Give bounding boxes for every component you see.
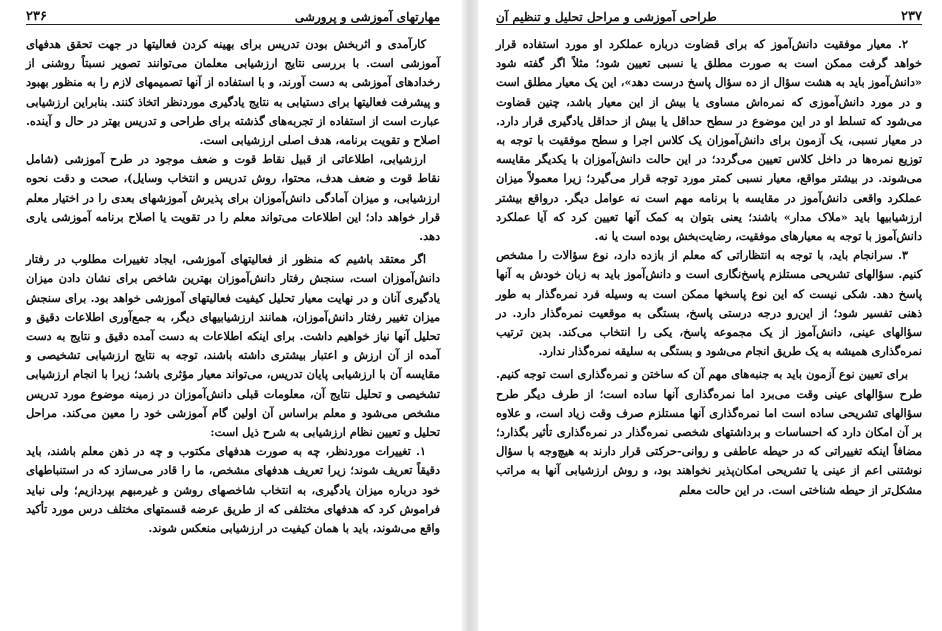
paragraph: ارزشیابی، اطلاعاتی از قبیل نقاط قوت و ضعف موجود در طرح آموزشی (شامل نقاط قوت و ضعف هدف، محتوا، روش تدریس و انتخاب وسایل)، صحت و دقت نحوه ارزشیابی، و میزان آمادگی دانش‌آموزان برای پذیرش آموزشهای بعدی را در اختیار معلم قرار خواهد داد؛ این اطلاعات می‌تواند معلم را در تقویت یا اصلاح برنامه آموزشی یاری دهد. — [26, 152, 440, 244]
page-header — [496, 4, 922, 25]
running-title: مهارتهای آموزشی و پرورشی — [294, 10, 440, 24]
page-body — [26, 35, 440, 538]
left-book-page — [0, 0, 462, 631]
book-gutter — [462, 0, 478, 631]
paragraph: ۳. سرانجام باید، با توجه به انتظاراتی که معلم از بازده دارد، نوع سؤالات را مشخص کنیم. سؤالهای تشریحی مستلزم پاسخ‌نگاری است و دانش‌آموز باید به زبان خودش به آنها پاسخ دهد. شکی نیست که این نوع پاسخها ممکن است به وسیله فرد نمره‌گذار به طور ذهنی تفسیر شود؛ از این‌رو درجه درستی پاسخ، بستگی به موقعیت نمره‌گذار دارد. در سؤالهای عینی، دانش‌آموز از یک مجموعه پاسخ، یکی را انتخاب می‌کند. بدین ترتیب نمره‌گذاری همیشه به یک طریق انجام می‌شود و بستگی به سلیقه نمره‌گذار ندارد. — [496, 248, 922, 359]
running-title: طراحی آموزشی و مراحل تحلیل و تنظیم آن — [496, 10, 717, 24]
page-number: ۲۳۷ — [901, 9, 922, 24]
right-book-page — [478, 0, 942, 631]
page-header — [26, 4, 440, 25]
page-number: ۲۳۶ — [26, 9, 47, 24]
paragraph: کارآمدی و اثربخش بودن تدریس برای بهینه کردن فعالیتها در جهت تحقق هدفهای آموزشی است. با بررسی نتایج ارزشیابی معلمان می‌توانند تصویر نسبتاً روشنی از رخدادهای آموزشی به دست آورند، و با استفاده از آنها تصمیمهای لازم را به منظور بهبود و پیشرفت فعالیتها برای دستیابی به نتایج یادگیری موردنظر اتخاذ کنند. بنابراین ارزشیابی عبارت است از استفاده از تجربه‌های گذشته برای طراحی و تدریس بهتر در حال و آینده. اصلاح و تقویت برنامه، هدف اصلی ارزشیابی است. — [26, 37, 440, 148]
paragraph: اگر معتقد باشیم که منظور از فعالیتهای آموزشی، ایجاد تغییرات مطلوب در رفتار دانش‌آموزان است، سنجش رفتار دانش‌آموزان بهترین شاخص برای نشان دادن میزان یادگیری آنان و در نهایت معیار تحلیل کیفیت فعالیتهای آموزشی خواهد بود. برای سنجش میزان تغییر رفتار دانش‌آموزان، همانند ارزشیابیهای دیگر، به جمع‌آوری اطلاعات دقیق و تحلیل آنها نیاز خواهیم داشت. برای اینکه اطلاعات به دست آمده دقیق و نتایج به دست آمده از آن ارزش و اعتبار بیشتری داشته باشند، توجه به نتایج ارزشیابی تشخیصی و مقایسه آن با ارزشیابی پایان تدریس، می‌تواند معیار مؤثری باشد؛ زیرا با انجام ارزشیابی تشخیصی و تحلیل نتایج آن، معلومات قبلی دانش‌آموزان در زمینه موضوع مورد تدریس مشخص می‌شود و معلم براساس آن اولین گام آموزشی خود را معین می‌کند. مراحل تحلیل و تعیین نظام ارزشیابی به شرح ذیل است: — [26, 252, 440, 440]
paragraph: ۲. معیار موفقیت دانش‌آموز که برای قضاوت درباره عملکرد او مورد استفاده قرار خواهد گرفت ممکن است به صورت مطلق یا نسبی تعیین شود؛ مثلاً اگر گفته شود «دانش‌آموز باید به هشت سؤال از ده سؤال پاسخ درست دهد»، این یک معیار مطلق است و در مورد دانش‌آموزی که نمره‌اش مساوی یا بیش از این معیار باشد، چنین قضاوت می‌شود که تسلط او در این موضوع در سطح حداقل یا بیش از حداقل یادگیری قرار دارد. در معیار نسبی، یک آزمون برای دانش‌آموزان یک کلاس اجرا و سطح موفقیت با توجه به توزیع نمره‌ها در داخل کلاس تعیین می‌گردد؛ در این حالت دانش‌آموزان با یکدیگر مقایسه می‌شوند. در بیشتر مواقع، معیار نسبی کمتر مورد توجه قرار می‌گیرد؛ زیرا معمولاً میزان عملکرد واقعی دانش‌آموز در مقایسه با برنامه مهم است نه عوامل دیگر. درواقع بیشتر ارزشیابیها باید «ملاک مدار» باشند؛ یعنی بتوان به کمک آنها تعیین کرد که آیا عملکرد دانش‌آموز با توجه به معیارهای موفقیت، رضایت‌بخش بوده است یا نه. — [496, 37, 922, 244]
paragraph: ۱. تغییرات موردنظر، چه به صورت هدفهای مکتوب و چه در ذهن معلم باشند، باید دقیقاً تعریف شوند؛ زیرا تعریف هدفهای مشخص، ما را قادر می‌سازد که در استنباطهای خود درباره میزان یادگیری، به انتخاب شاخصهای روشن و غیرمبهم بپردازیم؛ ولی نباید فراموش کرد که هدفهای مختلفی که از طریق عرضه قسمتهای مختلف درس مورد تأکید واقع می‌شوند، باید با همان کیفیت در ارزشیابی منعکس شوند. — [26, 444, 440, 536]
page-body — [496, 35, 922, 500]
paragraph: برای تعیین نوع آزمون باید به جنبه‌های مهم آن که ساختن و نمره‌گذاری است توجه کنیم. طرح سؤالهای عینی وقت می‌برد اما نمره‌گذاری آنها ساده است؛ از طرف دیگر طرح سؤالهای تشریحی ساده است اما نمره‌گذاری آنها مستلزم صرف وقت زیاد است، و علاوه بر آن امکان دارد که احساسات و برداشتهای شخصی نمره‌گذار در نمره‌گذاری تأثیر بگذارد؛ مضافاً اینکه تغییراتی که در حیطه عاطفی و روانی-حرکتی قرار دارند به هیچ‌وجه با سؤال نوشتنی اعم از عینی یا تشریحی امکان‌پذیر نخواهند بود، و روش ارزشیابی آنها به مراتب مشکل‌تر از حیطه شناختی است. در این حالت معلم — [496, 367, 922, 497]
